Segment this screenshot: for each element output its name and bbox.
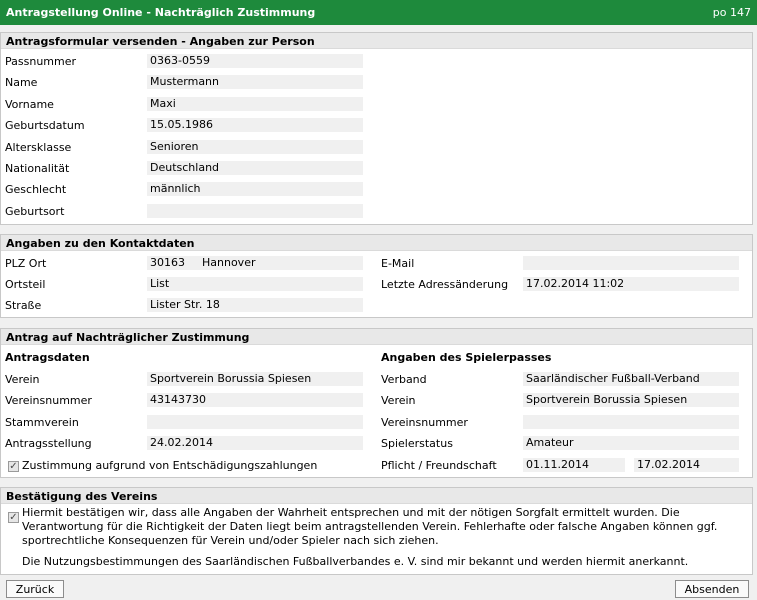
contact-heading: Angaben zu den Kontaktdaten bbox=[1, 235, 752, 251]
bestaetigung-checkbox[interactable] bbox=[8, 512, 19, 523]
aenderung-label: Letzte Adressänderung bbox=[381, 278, 509, 291]
spielerpass-field-label: Vereinsnummer bbox=[381, 415, 468, 429]
ort-value: Hannover bbox=[202, 256, 256, 269]
page-code: po 147 bbox=[712, 6, 751, 19]
spielerpass-field-label: Verein bbox=[381, 394, 416, 408]
title-bar bbox=[0, 0, 757, 25]
plz-label: PLZ Ort bbox=[5, 257, 47, 270]
field-value: 0363-0559 bbox=[147, 54, 363, 68]
pflicht-label: Pflicht / Freundschaft bbox=[381, 459, 497, 472]
antragsdaten-heading: Antragsdaten bbox=[5, 351, 90, 364]
antrag-field-value: Sportverein Borussia Spiesen bbox=[147, 372, 363, 386]
field-value: 15.05.1986 bbox=[147, 118, 363, 132]
bestaetigung-heading: Bestätigung des Vereins bbox=[1, 488, 752, 504]
spielerpass-heading: Angaben des Spielerpasses bbox=[381, 351, 552, 364]
spielerpass-field-value: Sportverein Borussia Spiesen bbox=[523, 393, 739, 407]
antrag-field-label: Vereinsnummer bbox=[5, 394, 92, 408]
field-value: Maxi bbox=[147, 97, 363, 111]
spielerpass-field-value: Saarländischer Fußball-Verband bbox=[523, 372, 739, 386]
field-value: Deutschland bbox=[147, 161, 363, 175]
nutzungsbestimmungen-text: Die Nutzungsbestimmungen des Saarländischen Fußballverbandes e. V. sind mir bekannt und werden hiermit anerkannt. bbox=[22, 555, 689, 568]
antrag-field-label: Antragsstellung bbox=[5, 436, 92, 450]
entschaedigung-checkbox[interactable] bbox=[8, 461, 19, 472]
contact-section bbox=[0, 234, 753, 318]
antrag-field-label: Verein bbox=[5, 373, 40, 386]
field-label: Geschlecht bbox=[5, 183, 67, 197]
field-value: Mustermann bbox=[147, 75, 363, 89]
field-label: Altersklasse bbox=[5, 140, 72, 154]
antrag-field-value bbox=[147, 415, 363, 429]
back-button[interactable]: Zurück bbox=[6, 580, 64, 598]
aenderung-field: 17.02.2014 11:02 bbox=[523, 277, 739, 291]
send-button[interactable]: Absenden bbox=[675, 580, 749, 598]
window-title: Antragstellung Online - Nachträglich Zustimmung bbox=[6, 6, 316, 19]
field-label: Geburtsdatum bbox=[5, 119, 85, 133]
check-icon: ✓ bbox=[9, 512, 18, 523]
email-field bbox=[523, 256, 739, 270]
antrag-heading: Antrag auf Nachträglicher Zustimmung bbox=[1, 329, 752, 345]
pflicht-field: 01.11.2014 bbox=[523, 458, 625, 472]
person-section bbox=[0, 32, 753, 225]
field-label: Nationalität bbox=[5, 162, 70, 175]
bestaetigung-text: Hiermit bestätigen wir, dass alle Angaben der Wahrheit entsprechen und mit der nötigen Sorgfalt ermittelt wurden. Die Verantwortung für die Richtigkeit der Daten liegt beim antragstellenden Verein. Fehlerhafte oder falsche Angaben können ggf. sportrechtliche Konsequenzen für Verein und/oder Spieler nach sich ziehen. bbox=[22, 506, 718, 547]
field-label: Passnummer bbox=[5, 55, 77, 68]
plz-ort-field bbox=[147, 256, 363, 270]
check-icon: ✓ bbox=[9, 461, 18, 472]
spielerpass-field-label: Spielerstatus bbox=[381, 436, 453, 450]
antrag-field-value: 43143730 bbox=[147, 393, 363, 407]
ortsteil-field: List bbox=[147, 277, 363, 291]
ortsteil-label: Ortsteil bbox=[5, 278, 46, 291]
freundschaft-field: 17.02.2014 bbox=[634, 458, 739, 472]
spielerpass-field-value bbox=[523, 415, 739, 429]
field-value: männlich bbox=[147, 182, 363, 196]
field-label: Name bbox=[5, 76, 38, 90]
plz-value: 30163 bbox=[150, 256, 185, 269]
spielerpass-field-label: Verband bbox=[381, 373, 427, 386]
antrag-field-label: Stammverein bbox=[5, 415, 79, 429]
antrag-field-value: 24.02.2014 bbox=[147, 436, 363, 450]
email-label: E-Mail bbox=[381, 257, 415, 270]
entschaedigung-label: Zustimmung aufgrund von Entschädigungszahlungen bbox=[22, 459, 318, 472]
person-heading: Antragsformular versenden - Angaben zur Person bbox=[1, 33, 752, 49]
field-label: Vorname bbox=[5, 97, 54, 111]
field-value: Senioren bbox=[147, 140, 363, 154]
footer-bar bbox=[0, 577, 757, 600]
field-value bbox=[147, 204, 363, 218]
strasse-field: Lister Str. 18 bbox=[147, 298, 363, 312]
spielerpass-field-value: Amateur bbox=[523, 436, 739, 450]
strasse-label: Straße bbox=[5, 299, 42, 312]
field-label: Geburtsort bbox=[5, 204, 65, 218]
